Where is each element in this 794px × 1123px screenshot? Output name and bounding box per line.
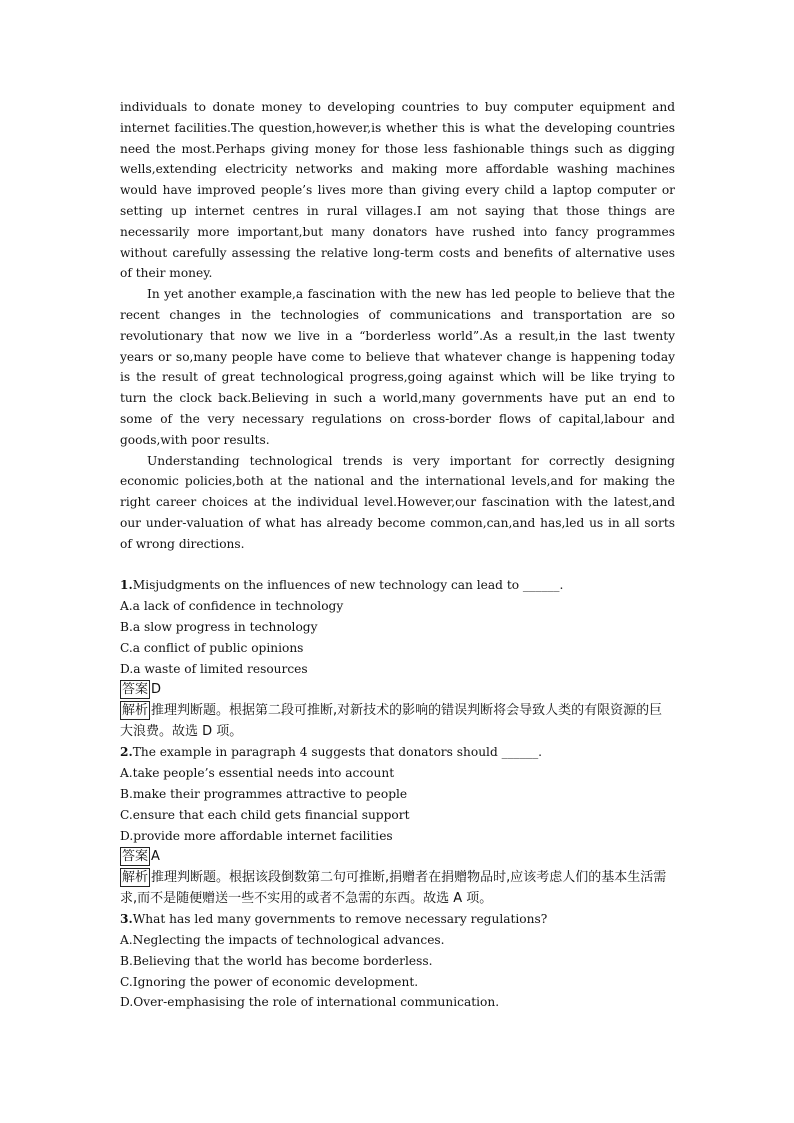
analysis-label: 解析	[122, 870, 149, 886]
question-2-answer	[120, 846, 675, 867]
passage-paragraph-2: In yet another example,a fascination with the new has led people to believe that the recent changes in the technologies of communications and transportation are so revolutionary that now we live in a “borderless world”.As a result,in the last twenty years or so,many people have come to believe that whatever change is happening today is the result of great technological progress,going against which will be like trying to turn the clock back.Believing in such a world,many governments have put an end to some of the very necessary regulations on cross-border flows of capital,labour and goods,with poor results.	[120, 287, 675, 447]
question-stem-text: Misjudgments on the influences of new technology can lead to ______.	[132, 578, 564, 593]
passage-paragraph-3: Understanding technological trends is very important for correctly designing economic policies,both at the national and the international levels,and for making the right career choices at the individual level.However,our fascination with the latest,and our under-valuation of what has already become common,can,and has,led us in all sorts of wrong directions.	[120, 453, 675, 551]
question-3-stem	[120, 909, 675, 930]
question-2-option-c: C.ensure that each child gets financial support	[120, 807, 410, 822]
question-3-option-a: A.Neglecting the impacts of technological advances.	[120, 933, 445, 948]
question-1-option-c: C.a conflict of public opinions	[120, 640, 304, 655]
question-1-stem	[120, 575, 675, 596]
analysis-label: 解析	[122, 703, 149, 719]
question-number: 2.	[120, 745, 133, 760]
question-2	[120, 742, 675, 909]
question-2-stem	[120, 742, 675, 763]
question-number: 1.	[120, 578, 133, 593]
analysis-text: 推理判断题。根据该段倒数第二句可推断,捐赠者在捐赠物品时,应该考虑人们的基本生活需求,而不是随便赠送一些不实用的或者不急需的东西。故选 A 项。	[120, 870, 667, 907]
question-number: 3.	[120, 912, 133, 927]
question-2-analysis	[120, 867, 675, 909]
question-3-option-d: D.Over-emphasising the role of international communication.	[120, 995, 500, 1010]
passage-paragraph-1: individuals to donate money to developing countries to buy computer equipment and internet facilities.The question,however,is whether this is what the developing countries need the most.Perhaps giving money for those less fashionable things such as digging wells,extending electricity networks and making more affordable washing machines would have improved people’s lives more than giving every child a laptop computer or setting up internet centres in rural villages.I am not saying that those things are necessarily more important,but many donators have rushed into fancy programmes without carefully assessing the relative long-term costs and benefits of alternative uses of their money.	[120, 100, 675, 281]
question-1-option-b: B.a slow progress in technology	[120, 619, 318, 634]
question-1	[120, 575, 675, 742]
question-1-option-d: D.a waste of limited resources	[120, 661, 308, 676]
question-2-option-d: D.provide more affordable internet facilities	[120, 828, 393, 843]
question-2-option-b: B.make their programmes attractive to people	[120, 786, 408, 801]
answer-value: A	[151, 849, 160, 865]
question-1-option-a: A.a lack of confidence in technology	[120, 599, 344, 614]
question-3	[120, 909, 675, 1013]
section-gap	[120, 555, 675, 576]
question-1-analysis	[120, 700, 675, 742]
question-3-option-b: B.Believing that the world has become borderless.	[120, 953, 433, 968]
question-stem-text: The example in paragraph 4 suggests that donators should ______.	[132, 745, 543, 760]
question-1-answer	[120, 679, 675, 700]
question-stem-text: What has led many governments to remove necessary regulations?	[132, 912, 548, 927]
question-2-option-a: A.take people’s essential needs into account	[120, 766, 395, 781]
answer-label: 答案	[122, 849, 149, 865]
answer-value: D	[151, 682, 162, 698]
question-3-option-c: C.Ignoring the power of economic development.	[120, 974, 419, 989]
answer-label: 答案	[122, 682, 149, 698]
analysis-text: 推理判断题。根据第二段可推断,对新技术的影响的错误判断将会导致人类的有限资源的巨大浪费。故选 D 项。	[120, 703, 663, 740]
document-page	[120, 97, 675, 1013]
